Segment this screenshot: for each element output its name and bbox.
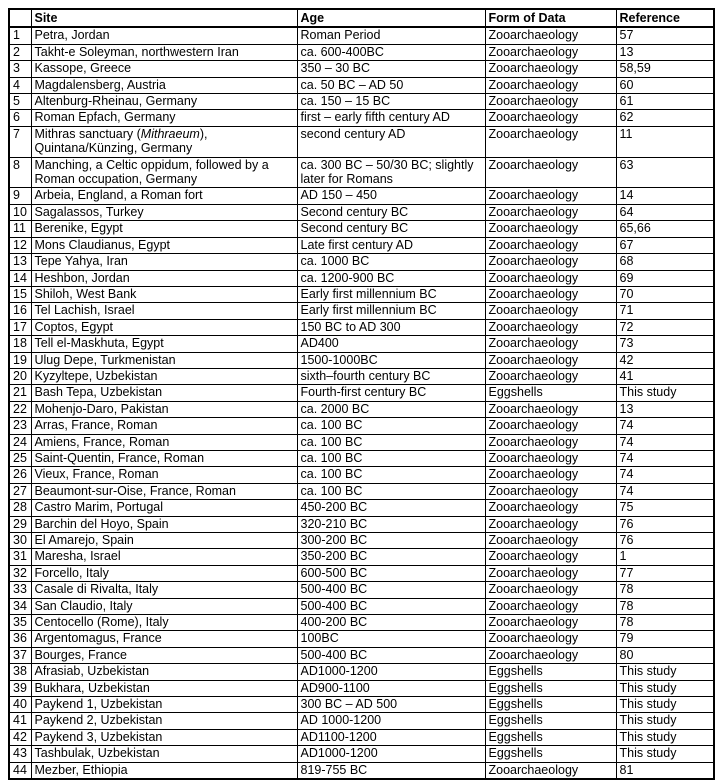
cell-form: Zooarchaeology bbox=[485, 352, 616, 368]
cell-ref: This study bbox=[616, 729, 714, 745]
cell-num: 8 bbox=[9, 157, 31, 188]
cell-age: ca. 600-400BC bbox=[297, 44, 485, 60]
cell-form: Zooarchaeology bbox=[485, 598, 616, 614]
cell-num: 4 bbox=[9, 77, 31, 93]
cell-age: Roman Period bbox=[297, 27, 485, 44]
cell-age: 400-200 BC bbox=[297, 615, 485, 631]
cell-num: 11 bbox=[9, 221, 31, 237]
cell-form: Zooarchaeology bbox=[485, 631, 616, 647]
table-row bbox=[9, 549, 714, 565]
cell-age: Late first century AD bbox=[297, 237, 485, 253]
table-row bbox=[9, 319, 714, 335]
cell-age: ca. 150 – 15 BC bbox=[297, 94, 485, 110]
cell-ref: 57 bbox=[616, 27, 714, 44]
cell-ref: 11 bbox=[616, 126, 714, 157]
cell-form: Eggshells bbox=[485, 746, 616, 762]
cell-ref: This study bbox=[616, 664, 714, 680]
table-row bbox=[9, 565, 714, 581]
cell-ref: 79 bbox=[616, 631, 714, 647]
cell-age: ca. 50 BC – AD 50 bbox=[297, 77, 485, 93]
cell-site: Coptos, Egypt bbox=[31, 319, 297, 335]
cell-num: 12 bbox=[9, 237, 31, 253]
cell-num: 13 bbox=[9, 254, 31, 270]
cell-ref: 13 bbox=[616, 401, 714, 417]
cell-age: AD900-1100 bbox=[297, 680, 485, 696]
cell-site: Bukhara, Uzbekistan bbox=[31, 680, 297, 696]
column-header-reference: Reference bbox=[616, 9, 714, 27]
cell-form: Zooarchaeology bbox=[485, 126, 616, 157]
cell-age: ca. 2000 BC bbox=[297, 401, 485, 417]
cell-num: 33 bbox=[9, 582, 31, 598]
cell-form: Zooarchaeology bbox=[485, 418, 616, 434]
cell-age: 1500-1000BC bbox=[297, 352, 485, 368]
cell-site: Castro Marim, Portugal bbox=[31, 500, 297, 516]
table-row bbox=[9, 664, 714, 680]
cell-ref: 58,59 bbox=[616, 61, 714, 77]
cell-ref: 63 bbox=[616, 157, 714, 188]
cell-form: Zooarchaeology bbox=[485, 303, 616, 319]
cell-num: 43 bbox=[9, 746, 31, 762]
cell-site: Afrasiab, Uzbekistan bbox=[31, 664, 297, 680]
table-row bbox=[9, 385, 714, 401]
cell-form: Zooarchaeology bbox=[485, 270, 616, 286]
cell-form: Zooarchaeology bbox=[485, 647, 616, 663]
cell-site: Berenike, Egypt bbox=[31, 221, 297, 237]
table-row bbox=[9, 157, 714, 188]
cell-form: Zooarchaeology bbox=[485, 516, 616, 532]
cell-num: 10 bbox=[9, 204, 31, 220]
cell-form: Zooarchaeology bbox=[485, 762, 616, 779]
cell-age: Early first millennium BC bbox=[297, 286, 485, 302]
cell-site: Mezber, Ethiopia bbox=[31, 762, 297, 779]
cell-ref: 13 bbox=[616, 44, 714, 60]
cell-num: 32 bbox=[9, 565, 31, 581]
table-row bbox=[9, 615, 714, 631]
cell-site: Centocello (Rome), Italy bbox=[31, 615, 297, 631]
cell-ref: 68 bbox=[616, 254, 714, 270]
cell-ref: 74 bbox=[616, 483, 714, 499]
table-row bbox=[9, 44, 714, 60]
cell-num: 29 bbox=[9, 516, 31, 532]
cell-num: 17 bbox=[9, 319, 31, 335]
table-row bbox=[9, 697, 714, 713]
cell-form: Zooarchaeology bbox=[485, 319, 616, 335]
cell-site: Bourges, France bbox=[31, 647, 297, 663]
cell-age: 600-500 BC bbox=[297, 565, 485, 581]
table-row bbox=[9, 467, 714, 483]
cell-age: 150 BC to AD 300 bbox=[297, 319, 485, 335]
cell-form: Zooarchaeology bbox=[485, 368, 616, 384]
cell-num: 38 bbox=[9, 664, 31, 680]
cell-age: ca. 1200-900 BC bbox=[297, 270, 485, 286]
cell-num: 39 bbox=[9, 680, 31, 696]
cell-form: Zooarchaeology bbox=[485, 254, 616, 270]
cell-ref: 80 bbox=[616, 647, 714, 663]
cell-ref: 74 bbox=[616, 418, 714, 434]
column-header-site: Site bbox=[31, 9, 297, 27]
cell-site: Sagalassos, Turkey bbox=[31, 204, 297, 220]
cell-site: Paykend 3, Uzbekistan bbox=[31, 729, 297, 745]
cell-ref: 77 bbox=[616, 565, 714, 581]
cell-num: 1 bbox=[9, 27, 31, 44]
table-row bbox=[9, 500, 714, 516]
cell-site: Paykend 1, Uzbekistan bbox=[31, 697, 297, 713]
cell-num: 5 bbox=[9, 94, 31, 110]
cell-site: Kyzyltepe, Uzbekistan bbox=[31, 368, 297, 384]
cell-num: 6 bbox=[9, 110, 31, 126]
column-header-number bbox=[9, 9, 31, 27]
cell-site: Amiens, France, Roman bbox=[31, 434, 297, 450]
table-row bbox=[9, 368, 714, 384]
cell-age: 500-400 BC bbox=[297, 647, 485, 663]
cell-age: 500-400 BC bbox=[297, 598, 485, 614]
cell-site: Roman Epfach, Germany bbox=[31, 110, 297, 126]
table-row bbox=[9, 401, 714, 417]
cell-num: 26 bbox=[9, 467, 31, 483]
cell-age: AD1100-1200 bbox=[297, 729, 485, 745]
table-row bbox=[9, 434, 714, 450]
cell-site: Maresha, Israel bbox=[31, 549, 297, 565]
cell-ref: 14 bbox=[616, 188, 714, 204]
cell-form: Eggshells bbox=[485, 713, 616, 729]
cell-form: Zooarchaeology bbox=[485, 401, 616, 417]
cell-num: 21 bbox=[9, 385, 31, 401]
cell-age: second century AD bbox=[297, 126, 485, 157]
cell-num: 35 bbox=[9, 615, 31, 631]
cell-site: Bash Tepa, Uzbekistan bbox=[31, 385, 297, 401]
column-header-form-of-data: Form of Data bbox=[485, 9, 616, 27]
cell-form: Eggshells bbox=[485, 697, 616, 713]
table-row bbox=[9, 188, 714, 204]
sites-table bbox=[8, 8, 715, 780]
column-header-age: Age bbox=[297, 9, 485, 27]
cell-form: Zooarchaeology bbox=[485, 44, 616, 60]
cell-age: 300-200 BC bbox=[297, 533, 485, 549]
cell-site: Tel Lachish, Israel bbox=[31, 303, 297, 319]
cell-site: Forcello, Italy bbox=[31, 565, 297, 581]
table-row bbox=[9, 713, 714, 729]
table-row bbox=[9, 270, 714, 286]
table-row bbox=[9, 27, 714, 44]
table-row bbox=[9, 746, 714, 762]
cell-ref: 75 bbox=[616, 500, 714, 516]
cell-ref: 65,66 bbox=[616, 221, 714, 237]
cell-site: Mons Claudianus, Egypt bbox=[31, 237, 297, 253]
cell-ref: 64 bbox=[616, 204, 714, 220]
cell-form: Zooarchaeology bbox=[485, 204, 616, 220]
table-row bbox=[9, 762, 714, 779]
cell-num: 27 bbox=[9, 483, 31, 499]
cell-site: Vieux, France, Roman bbox=[31, 467, 297, 483]
cell-num: 2 bbox=[9, 44, 31, 60]
cell-ref: 74 bbox=[616, 450, 714, 466]
cell-age: Second century BC bbox=[297, 221, 485, 237]
cell-ref: 42 bbox=[616, 352, 714, 368]
cell-ref: 70 bbox=[616, 286, 714, 302]
cell-form: Zooarchaeology bbox=[485, 565, 616, 581]
cell-ref: 78 bbox=[616, 615, 714, 631]
table-row bbox=[9, 221, 714, 237]
table-row bbox=[9, 126, 714, 157]
cell-site: Arbeia, England, a Roman fort bbox=[31, 188, 297, 204]
cell-form: Zooarchaeology bbox=[485, 77, 616, 93]
cell-form: Zooarchaeology bbox=[485, 286, 616, 302]
cell-site bbox=[31, 126, 297, 157]
cell-num: 28 bbox=[9, 500, 31, 516]
cell-age: 350 – 30 BC bbox=[297, 61, 485, 77]
cell-age: Second century BC bbox=[297, 204, 485, 220]
cell-site: Tell el-Maskhuta, Egypt bbox=[31, 336, 297, 352]
cell-age: ca. 100 BC bbox=[297, 467, 485, 483]
cell-form: Zooarchaeology bbox=[485, 615, 616, 631]
cell-num: 18 bbox=[9, 336, 31, 352]
cell-form: Zooarchaeology bbox=[485, 434, 616, 450]
cell-ref: 60 bbox=[616, 77, 714, 93]
italic-text-segment: Mithraeum bbox=[140, 126, 200, 141]
cell-age: ca. 100 BC bbox=[297, 483, 485, 499]
cell-form: Zooarchaeology bbox=[485, 582, 616, 598]
table-row bbox=[9, 729, 714, 745]
table-row bbox=[9, 204, 714, 220]
cell-ref: This study bbox=[616, 713, 714, 729]
table-row bbox=[9, 286, 714, 302]
cell-form: Zooarchaeology bbox=[485, 533, 616, 549]
table-row bbox=[9, 237, 714, 253]
cell-form: Zooarchaeology bbox=[485, 188, 616, 204]
cell-ref: 61 bbox=[616, 94, 714, 110]
cell-age: 100BC bbox=[297, 631, 485, 647]
table-row bbox=[9, 352, 714, 368]
cell-ref: 81 bbox=[616, 762, 714, 779]
cell-age: Fourth-first century BC bbox=[297, 385, 485, 401]
cell-form: Zooarchaeology bbox=[485, 61, 616, 77]
cell-age: ca. 100 BC bbox=[297, 418, 485, 434]
cell-num: 36 bbox=[9, 631, 31, 647]
cell-age: AD 1000-1200 bbox=[297, 713, 485, 729]
cell-site: Barchin del Hoyo, Spain bbox=[31, 516, 297, 532]
table-row bbox=[9, 303, 714, 319]
cell-site: Casale di Rivalta, Italy bbox=[31, 582, 297, 598]
cell-num: 14 bbox=[9, 270, 31, 286]
cell-form: Zooarchaeology bbox=[485, 157, 616, 188]
cell-ref: This study bbox=[616, 385, 714, 401]
cell-ref: 67 bbox=[616, 237, 714, 253]
cell-form: Eggshells bbox=[485, 729, 616, 745]
text-segment: Mithras sanctuary ( bbox=[34, 126, 141, 141]
cell-ref: 78 bbox=[616, 582, 714, 598]
cell-site: Shiloh, West Bank bbox=[31, 286, 297, 302]
cell-num: 23 bbox=[9, 418, 31, 434]
table-row bbox=[9, 254, 714, 270]
table-row bbox=[9, 483, 714, 499]
cell-age: 350-200 BC bbox=[297, 549, 485, 565]
cell-form: Zooarchaeology bbox=[485, 483, 616, 499]
table-row bbox=[9, 61, 714, 77]
cell-num: 42 bbox=[9, 729, 31, 745]
cell-num: 16 bbox=[9, 303, 31, 319]
cell-site: Altenburg-Rheinau, Germany bbox=[31, 94, 297, 110]
cell-site: Manching, a Celtic oppidum, followed by a Roman occupation, Germany bbox=[31, 157, 297, 188]
cell-form: Zooarchaeology bbox=[485, 94, 616, 110]
cell-form: Zooarchaeology bbox=[485, 336, 616, 352]
cell-age: 300 BC – AD 500 bbox=[297, 697, 485, 713]
cell-num: 24 bbox=[9, 434, 31, 450]
cell-age: ca. 300 BC – 50/30 BC; slightly later for Romans bbox=[297, 157, 485, 188]
table-row bbox=[9, 680, 714, 696]
table-row bbox=[9, 516, 714, 532]
cell-ref: 1 bbox=[616, 549, 714, 565]
cell-age: 500-400 BC bbox=[297, 582, 485, 598]
cell-site: Petra, Jordan bbox=[31, 27, 297, 44]
cell-age: AD1000-1200 bbox=[297, 664, 485, 680]
sites-table-container bbox=[8, 8, 715, 780]
table-row bbox=[9, 450, 714, 466]
cell-age: AD 150 – 450 bbox=[297, 188, 485, 204]
cell-ref: 78 bbox=[616, 598, 714, 614]
cell-site: Argentomagus, France bbox=[31, 631, 297, 647]
cell-num: 15 bbox=[9, 286, 31, 302]
table-row bbox=[9, 336, 714, 352]
cell-form: Zooarchaeology bbox=[485, 221, 616, 237]
cell-form: Zooarchaeology bbox=[485, 110, 616, 126]
cell-site: Paykend 2, Uzbekistan bbox=[31, 713, 297, 729]
cell-age: ca. 100 BC bbox=[297, 434, 485, 450]
cell-num: 41 bbox=[9, 713, 31, 729]
table-row bbox=[9, 94, 714, 110]
cell-ref: This study bbox=[616, 697, 714, 713]
cell-age: Early first millennium BC bbox=[297, 303, 485, 319]
cell-site: Tashbulak, Uzbekistan bbox=[31, 746, 297, 762]
cell-ref: 73 bbox=[616, 336, 714, 352]
cell-ref: 76 bbox=[616, 533, 714, 549]
table-row bbox=[9, 77, 714, 93]
cell-site: Kassope, Greece bbox=[31, 61, 297, 77]
cell-ref: 76 bbox=[616, 516, 714, 532]
cell-num: 40 bbox=[9, 697, 31, 713]
cell-num: 9 bbox=[9, 188, 31, 204]
cell-ref: This study bbox=[616, 746, 714, 762]
cell-age: AD1000-1200 bbox=[297, 746, 485, 762]
cell-ref: 71 bbox=[616, 303, 714, 319]
cell-age: 320-210 BC bbox=[297, 516, 485, 532]
cell-site: San Claudio, Italy bbox=[31, 598, 297, 614]
cell-num: 25 bbox=[9, 450, 31, 466]
table-row bbox=[9, 110, 714, 126]
cell-ref: 69 bbox=[616, 270, 714, 286]
cell-num: 37 bbox=[9, 647, 31, 663]
cell-form: Zooarchaeology bbox=[485, 549, 616, 565]
table-row bbox=[9, 647, 714, 663]
table-row bbox=[9, 631, 714, 647]
cell-ref: 74 bbox=[616, 467, 714, 483]
cell-form: Zooarchaeology bbox=[485, 500, 616, 516]
cell-site: Arras, France, Roman bbox=[31, 418, 297, 434]
cell-site: Magdalensberg, Austria bbox=[31, 77, 297, 93]
cell-site: Beaumont-sur-Oise, France, Roman bbox=[31, 483, 297, 499]
cell-num: 30 bbox=[9, 533, 31, 549]
cell-age: sixth–fourth century BC bbox=[297, 368, 485, 384]
cell-form: Eggshells bbox=[485, 664, 616, 680]
cell-age: first – early fifth century AD bbox=[297, 110, 485, 126]
table-body bbox=[9, 27, 714, 779]
cell-site: Heshbon, Jordan bbox=[31, 270, 297, 286]
cell-age: ca. 1000 BC bbox=[297, 254, 485, 270]
cell-num: 7 bbox=[9, 126, 31, 157]
cell-site: Takht-e Soleyman, northwestern Iran bbox=[31, 44, 297, 60]
cell-site: Ulug Depe, Turkmenistan bbox=[31, 352, 297, 368]
cell-age: ca. 100 BC bbox=[297, 450, 485, 466]
table-row bbox=[9, 418, 714, 434]
cell-form: Zooarchaeology bbox=[485, 450, 616, 466]
cell-form: Zooarchaeology bbox=[485, 467, 616, 483]
table-row bbox=[9, 533, 714, 549]
cell-ref: 72 bbox=[616, 319, 714, 335]
cell-form: Zooarchaeology bbox=[485, 237, 616, 253]
cell-age: 819-755 BC bbox=[297, 762, 485, 779]
cell-num: 20 bbox=[9, 368, 31, 384]
table-row bbox=[9, 582, 714, 598]
cell-ref: 41 bbox=[616, 368, 714, 384]
cell-num: 19 bbox=[9, 352, 31, 368]
cell-form: Zooarchaeology bbox=[485, 27, 616, 44]
cell-ref: This study bbox=[616, 680, 714, 696]
table-row bbox=[9, 598, 714, 614]
cell-num: 22 bbox=[9, 401, 31, 417]
cell-form: Eggshells bbox=[485, 680, 616, 696]
cell-ref: 62 bbox=[616, 110, 714, 126]
header-row bbox=[9, 9, 714, 27]
cell-num: 44 bbox=[9, 762, 31, 779]
cell-num: 34 bbox=[9, 598, 31, 614]
cell-site: Tepe Yahya, Iran bbox=[31, 254, 297, 270]
text-segment: ), Quintana/Künzing, Germany bbox=[34, 126, 208, 156]
cell-site: Saint-Quentin, France, Roman bbox=[31, 450, 297, 466]
cell-num: 3 bbox=[9, 61, 31, 77]
cell-age: 450-200 BC bbox=[297, 500, 485, 516]
cell-ref: 74 bbox=[616, 434, 714, 450]
cell-site: El Amarejo, Spain bbox=[31, 533, 297, 549]
cell-age: AD400 bbox=[297, 336, 485, 352]
cell-form: Eggshells bbox=[485, 385, 616, 401]
cell-site: Mohenjo-Daro, Pakistan bbox=[31, 401, 297, 417]
cell-num: 31 bbox=[9, 549, 31, 565]
